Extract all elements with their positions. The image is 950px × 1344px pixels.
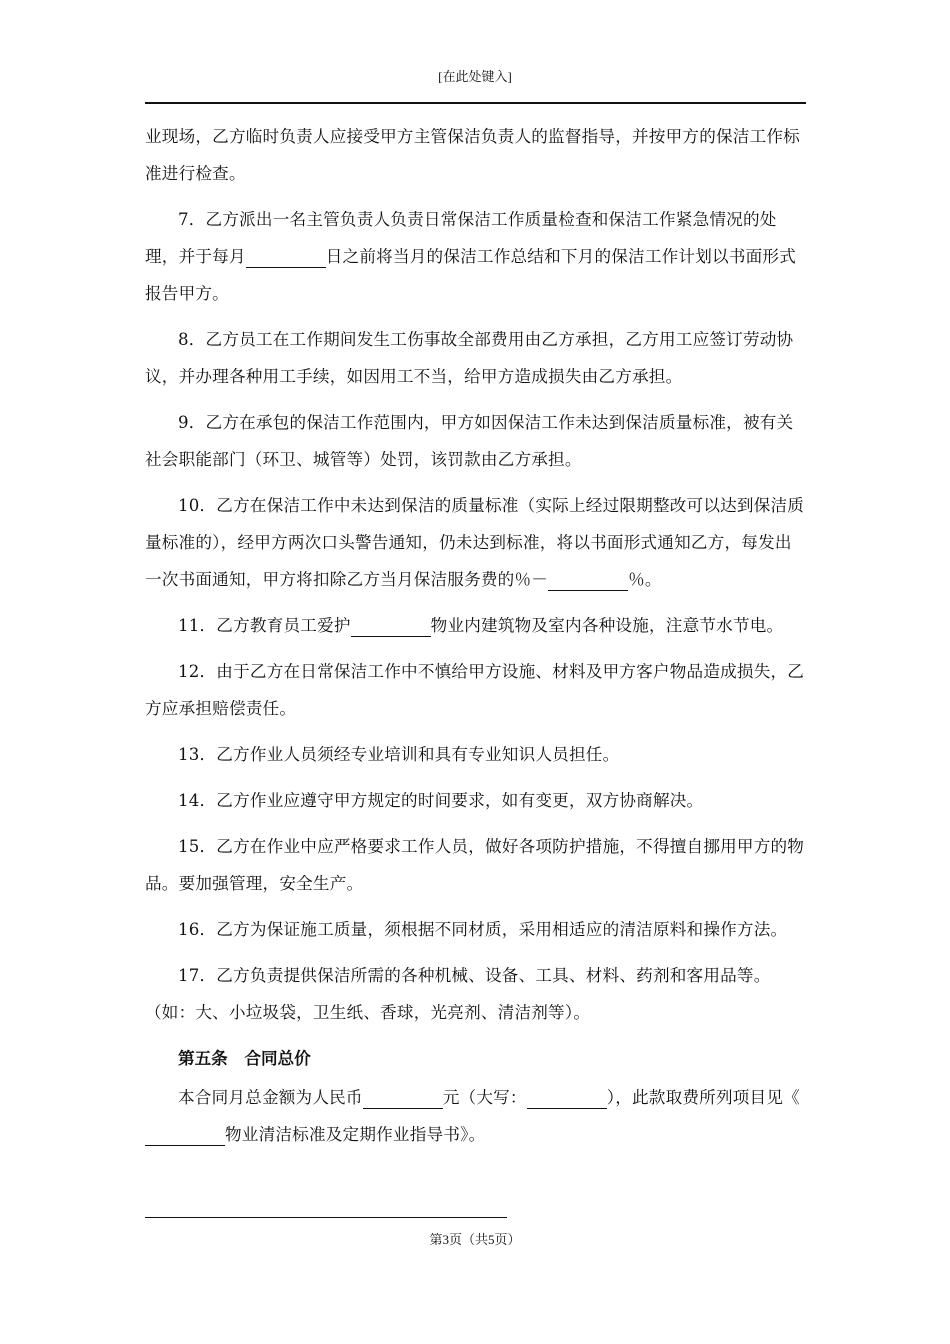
section-5-text-2: 元（大写： xyxy=(442,1088,527,1107)
paragraph-item-12: 12．由于乙方在日常保洁工作中不慎给甲方设施、材料及甲方客户物品造成损失，乙方应承担赔偿责任。 xyxy=(145,662,805,718)
paragraph-item-15: 15．乙方在作业中应严格要求工作人员，做好各项防护措施，不得擅自挪用甲方的物品。要加强管理，安全生产。 xyxy=(145,837,805,893)
item-11-text-b: 物业内建筑物及室内各种设施，注意节水节电。 xyxy=(430,616,784,635)
header-divider xyxy=(145,102,806,104)
paragraph-continuation: 业现场，乙方临时负责人应接受甲方主管保洁负责人的监督指导，并按甲方的保洁工作标准进行检查。 xyxy=(145,127,800,183)
paragraph-item-17: 17．乙方负责提供保洁所需的各种机械、设备、工具、材料、药剂和客用品等。（如：大、小垃圾袋，卫生纸、香球，光亮剂、清洁剂等）。 xyxy=(145,966,771,1022)
blank-line-amount-words xyxy=(527,1088,607,1109)
paragraph-item-14: 14．乙方作业应遵守甲方规定的时间要求，如有变更，双方协商解决。 xyxy=(178,791,704,810)
section-5-paragraph xyxy=(145,1079,806,1153)
item-11-text-a: 11．乙方教育员工爱护 xyxy=(178,616,351,635)
footer-divider xyxy=(145,1217,507,1218)
blank-line-day xyxy=(246,247,326,268)
item-10-text-b: ％。 xyxy=(628,570,662,589)
blank-line-percent xyxy=(548,570,628,591)
page-header: [在此处键入] xyxy=(438,69,512,84)
section-5-text-4: 物业清洁标准及定期作业指导书》。 xyxy=(225,1125,486,1144)
item-7-text-a: 7．乙方派出一名主管负责人负责日常保洁工作质量检查和保洁工作紧急情况的处理，并于每月 xyxy=(145,210,777,266)
document-body xyxy=(145,118,806,1162)
paragraph-item-11 xyxy=(145,607,806,644)
paragraph-item-16: 16．乙方为保证施工质量，须根据不同材质，采用相适应的清洁原料和操作方法。 xyxy=(178,920,788,939)
section-5-heading: 第五条 合同总价 xyxy=(178,1048,311,1068)
paragraph-item-8: 8．乙方员工在工作期间发生工伤事故全部费用由乙方承担，乙方用工应签订劳动协议，并办理各种用工手续，如因用工不当，给甲方造成损失由乙方承担。 xyxy=(145,330,794,386)
section-5-text-3: ），此款取费所列项目见《 xyxy=(606,1088,800,1107)
paragraph-item-9: 9．乙方在承包的保洁工作范围内，甲方如因保洁工作未达到保洁质量标准，被有关社会职能部门（环卫、城管等）处罚，该罚款由乙方承担。 xyxy=(145,413,794,469)
page-number: 第3页（共5页） xyxy=(429,1232,521,1247)
paragraph-item-13: 13．乙方作业人员须经专业培训和具有专业知识人员担任。 xyxy=(178,745,620,764)
paragraph-item-7 xyxy=(145,201,806,312)
blank-line-amount xyxy=(363,1088,443,1109)
blank-line-property xyxy=(351,616,431,637)
item-10-text-a: 10．乙方在保洁工作中未达到保洁的质量标准（实际上经过限期整改可以达到保洁质量标准的），经甲方两次口头警告通知，仍未达到标准，将以书面形式通知乙方，每发出一次书面通知，甲方将扣除乙方当月保洁服务费的％－ xyxy=(145,496,805,589)
paragraph-item-10 xyxy=(145,487,806,598)
item-7-text-b: 日之前将当月的保洁工作总结和下月的保洁工作计划以书面形式报告甲方。 xyxy=(145,247,796,303)
blank-line-standard xyxy=(145,1125,225,1146)
section-5-text-1: 本合同月总金额为人民币 xyxy=(178,1088,363,1107)
